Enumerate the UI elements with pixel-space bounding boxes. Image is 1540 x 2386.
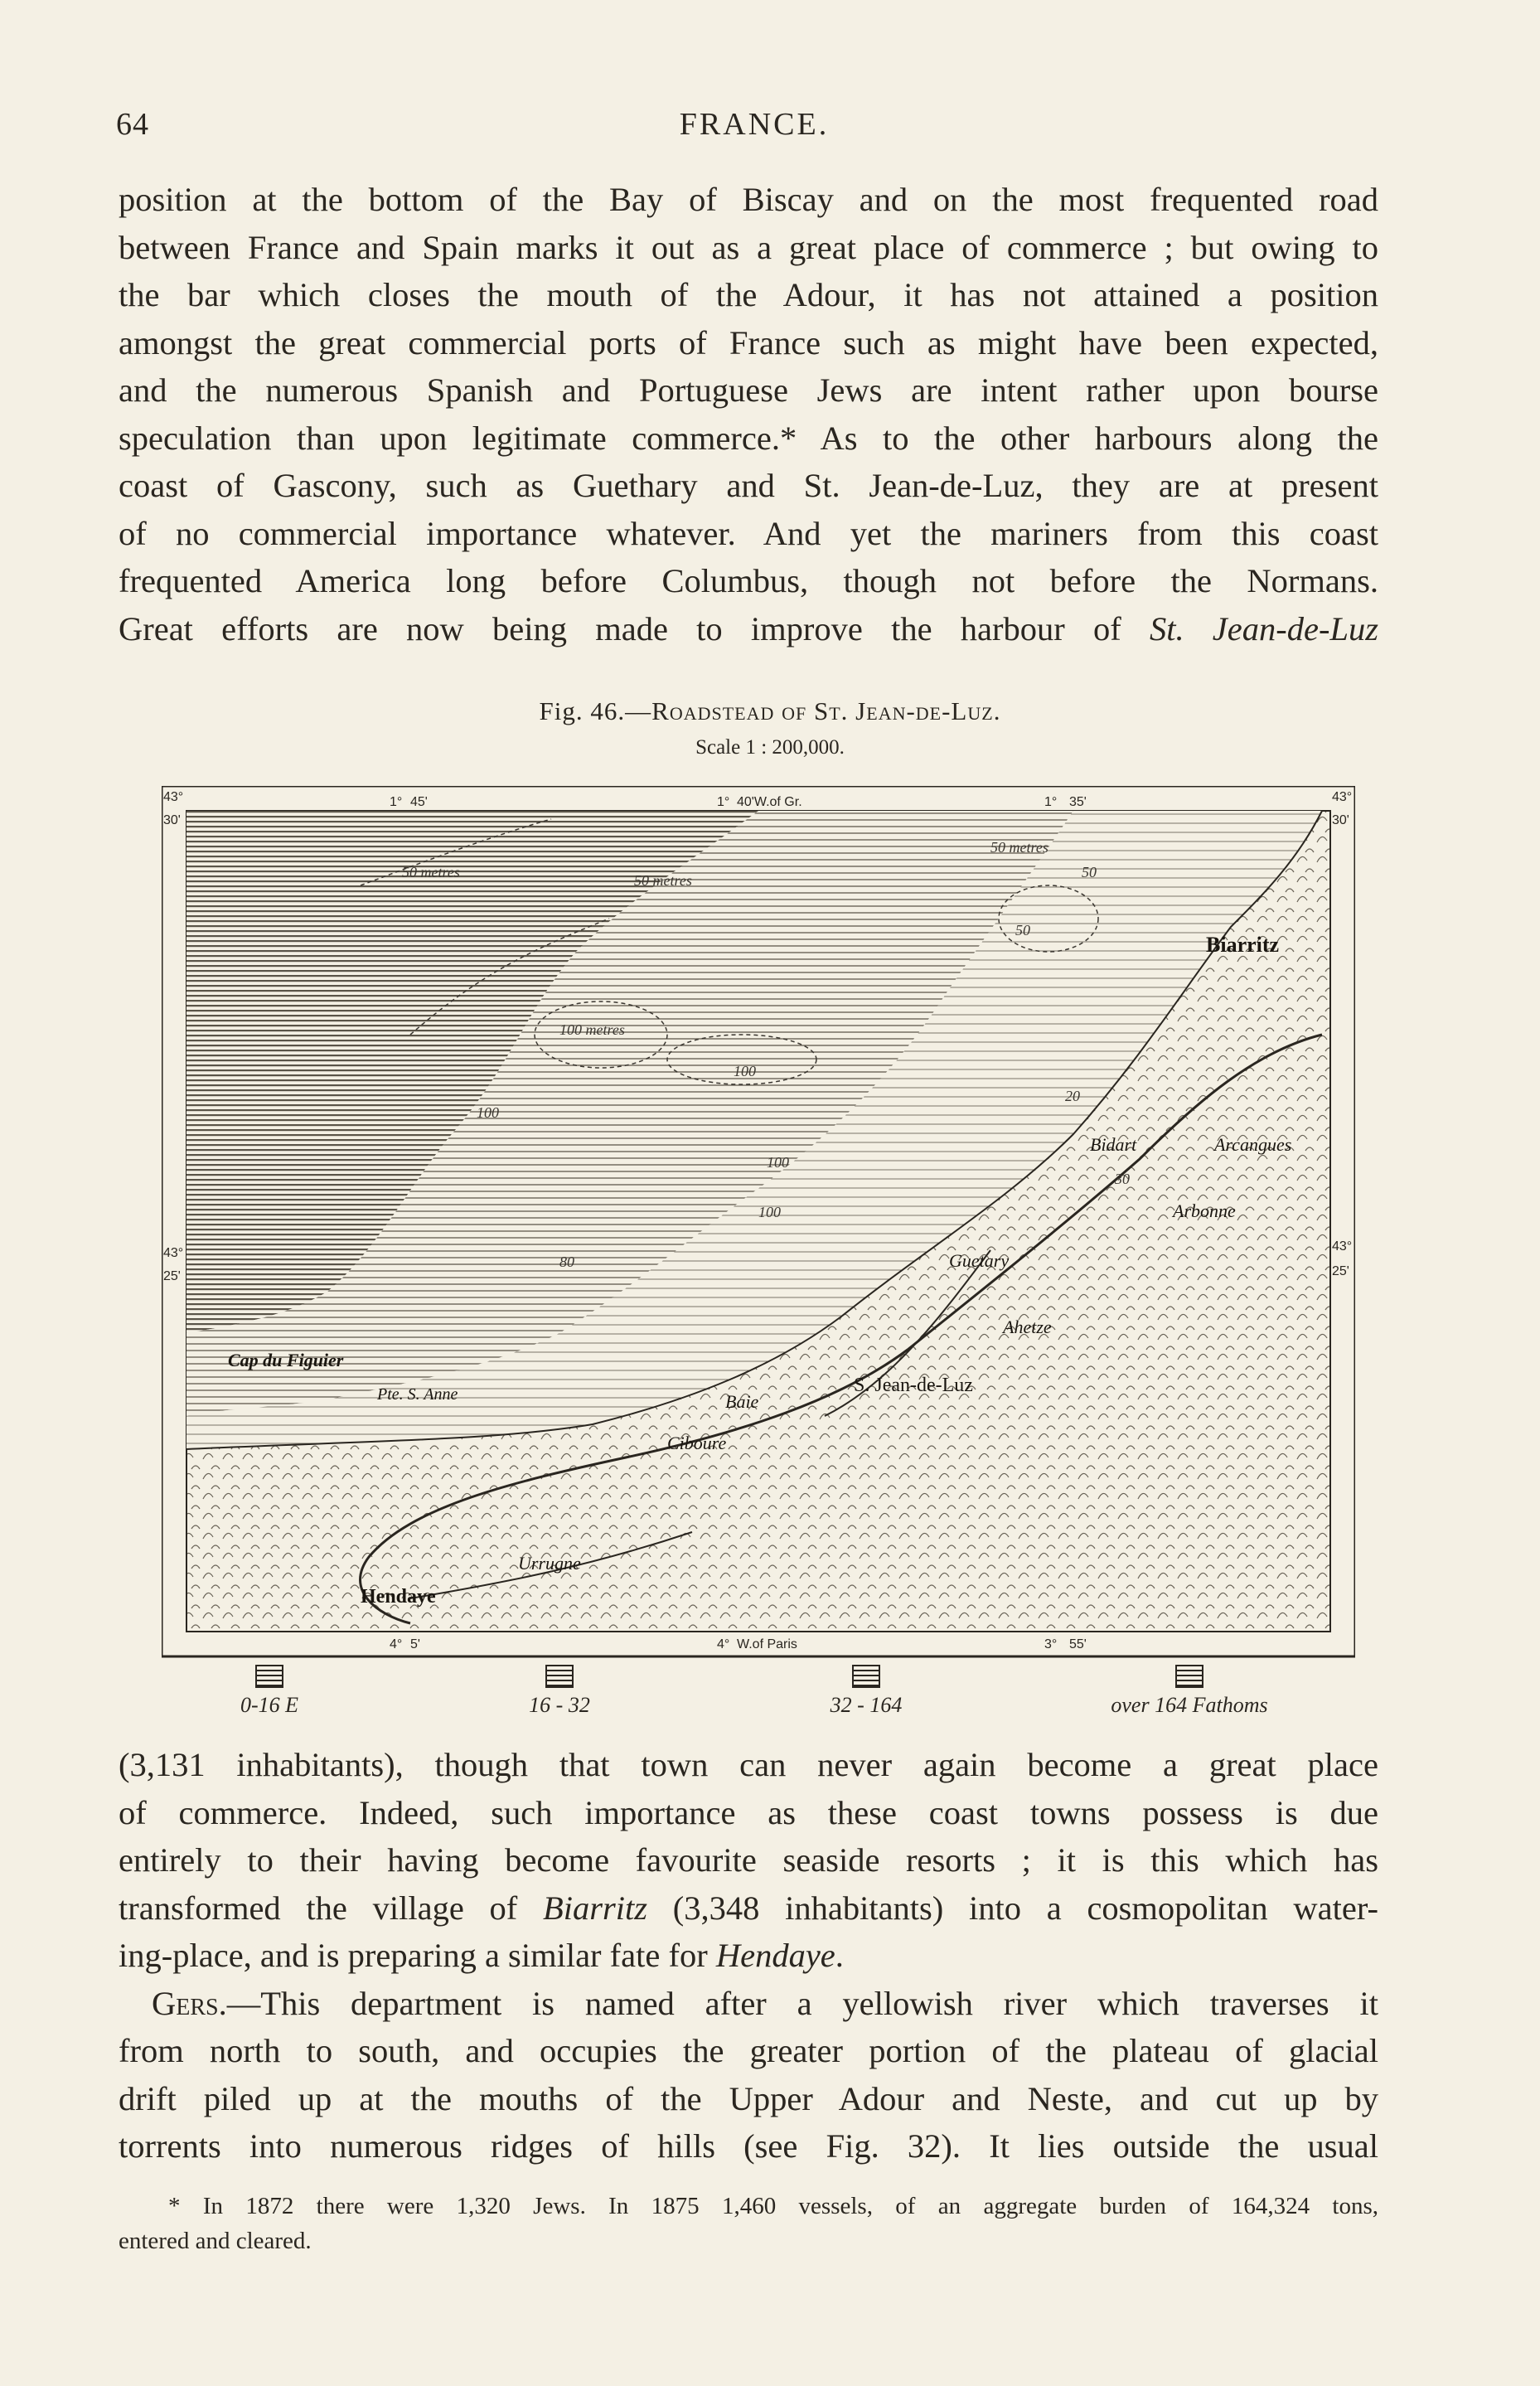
text-fragment: (3,348 inhabitants) into a cosmopolitan water- (647, 1889, 1378, 1927)
text-line: (3,131 inhabitants), though that town can never again become a great place (119, 1746, 1378, 1783)
tick-label: 4° (717, 1637, 730, 1651)
depth-label: 20 (1065, 1088, 1080, 1104)
place-label: Cap du Figuier (228, 1350, 344, 1370)
text-fragment: transformed the village of (119, 1889, 543, 1927)
depth-label: 30 (1115, 1171, 1130, 1187)
place-label: Guetary (949, 1250, 1010, 1271)
depth-label: 100 metres (559, 1021, 625, 1038)
tick-label: W.of Paris (737, 1637, 797, 1651)
tick-label: 40'W.of Gr. (737, 795, 802, 809)
footnote (119, 2189, 1378, 2258)
legend-label: 16 - 32 (529, 1693, 590, 1717)
tick-label: 25' (1332, 1264, 1349, 1278)
paragraph-2 (119, 1741, 1378, 2170)
legend-item (758, 1665, 974, 1718)
text-line: amongst the great commercial ports of France such as might have been expected, (119, 323, 1378, 361)
place-label: Urrugne (518, 1553, 581, 1574)
legend-label: 0-16 E (240, 1693, 299, 1717)
figure-number: Fig. 46.— (539, 696, 652, 725)
figure-scale: Scale 1 : 200,000. (695, 736, 845, 759)
place-label: Arbonne (1173, 1200, 1236, 1221)
tick-label: 30' (163, 813, 181, 827)
section-lead: Gers. (152, 1984, 227, 2022)
depth-label: 80 (559, 1254, 574, 1270)
italic-place-name: Hendaye (715, 1937, 835, 1974)
tick-label: 43° (1332, 790, 1353, 804)
footnote-line: * In 1872 there were 1,320 Jews. In 1875 1,460 vessels, of an aggregate burden of 164,324 tons, (168, 2193, 1378, 2219)
place-label: Arcangues (1214, 1134, 1292, 1155)
tick-label: 25' (163, 1269, 181, 1283)
legend-label: over 164 Fathoms (1111, 1693, 1268, 1717)
depth-label: 50 metres (402, 864, 460, 880)
tick-label: 55' (1069, 1637, 1087, 1651)
page-number: 64 (116, 107, 149, 142)
italic-place-name: Biarritz (543, 1889, 648, 1927)
tick-label: 1° (1044, 795, 1058, 809)
place-label: Bidart (1090, 1134, 1137, 1155)
tick-label: 45' (410, 795, 428, 809)
paragraph-1 (119, 176, 1378, 652)
legend-item (162, 1665, 377, 1718)
text-line: torrents into numerous ridges of hills (see Fig. 32). It lies outside the usual (119, 2127, 1378, 2165)
text-line: position at the bottom of the Bay of Biscay and on the most frequented road (119, 181, 1378, 218)
place-label: Biarritz (1206, 933, 1280, 957)
depth-label: 100 (767, 1154, 789, 1171)
figure-title: Roadstead of St. Jean-de-Luz. (651, 696, 1001, 725)
text-line: of no commercial importance whatever. And yet the mariners from this coast (119, 514, 1378, 552)
text-line (119, 605, 1378, 653)
legend-swatch (545, 1665, 574, 1688)
legend-swatch (1175, 1665, 1203, 1688)
text-line: and the numerous Spanish and Portuguese Jews are intent rather upon bourse (119, 371, 1378, 409)
place-label: Pte. S. Anne (377, 1385, 458, 1404)
legend-label: 32 - 164 (830, 1693, 903, 1717)
depth-label: 100 (758, 1204, 781, 1220)
legend-swatch (852, 1665, 880, 1688)
legend-item (1048, 1665, 1330, 1718)
legend-item (452, 1665, 667, 1718)
running-title: FRANCE. (679, 107, 830, 142)
tick-label: 1° (390, 795, 403, 809)
tick-label: 3° (1044, 1637, 1058, 1651)
text-line: frequented America long before Columbus, though not before the Normans. (119, 562, 1378, 599)
text-line: coast of Gascony, such as Guethary and St. Jean-de-Luz, they are at present (119, 467, 1378, 504)
depth-label: 50 metres (634, 872, 692, 889)
depth-label: 50 (1082, 864, 1097, 880)
tick-label: 4° (390, 1637, 403, 1651)
text-line: the bar which closes the mouth of the Adour, it has not attained a position (119, 276, 1378, 313)
footnote-line: entered and cleared. (119, 2228, 312, 2254)
figure-caption (0, 696, 1540, 726)
italic-place-name: St. Jean-de-Luz (1149, 609, 1378, 647)
text-line: between France and Spain marks it out as a great place of commerce ; but owing to (119, 228, 1378, 266)
text-line: entirely to their having become favourite seaside resorts ; it is this which has (119, 1841, 1378, 1879)
text-line (119, 1980, 1378, 2028)
depth-label: 100 (734, 1063, 756, 1079)
text-fragment: ing-place, and is preparing a similar fate for (119, 1937, 716, 1974)
tick-label: 1° (717, 795, 730, 809)
map-svg (162, 786, 1355, 1661)
place-label: S. Jean-de-Luz (854, 1375, 973, 1396)
legend-swatch (255, 1665, 283, 1688)
tick-label: 35' (1069, 795, 1087, 809)
text-fragment: Great efforts are now being made to improve the harbour of (119, 609, 1150, 647)
text-line: from north to south, and occupies the greater portion of the plateau of glacial (119, 2032, 1378, 2069)
text-line: drift piled up at the mouths of the Upper Adour and Neste, and cut up by (119, 2079, 1378, 2117)
page-header (116, 99, 1392, 149)
place-label: Baie (725, 1391, 759, 1412)
depth-label: 50 (1015, 922, 1030, 938)
text-fragment: —This department is named after a yellowish river which traverses it (226, 1984, 1378, 2022)
text-line (119, 1932, 1378, 1980)
tick-label: 30' (1332, 813, 1349, 827)
text-line: speculation than upon legitimate commerce.* As to the other harbours along the (119, 419, 1378, 457)
tick-label: 43° (1332, 1239, 1353, 1254)
text-fragment: . (835, 1937, 844, 1974)
place-label: Ciboure (667, 1433, 727, 1453)
tick-label: 43° (163, 1246, 184, 1260)
depth-label: 50 metres (990, 839, 1048, 856)
map-legend (162, 1665, 1355, 1723)
text-line: of commerce. Indeed, such importance as these coast towns possess is due (119, 1793, 1378, 1831)
place-label: Hendaye (361, 1586, 436, 1608)
tick-label: 5' (410, 1637, 420, 1651)
place-label: Ahetze (1003, 1317, 1052, 1337)
depth-label: 100 (477, 1104, 499, 1121)
map-figure (162, 786, 1355, 1661)
tick-label: 43° (163, 790, 184, 804)
text-line (119, 1884, 1378, 1933)
